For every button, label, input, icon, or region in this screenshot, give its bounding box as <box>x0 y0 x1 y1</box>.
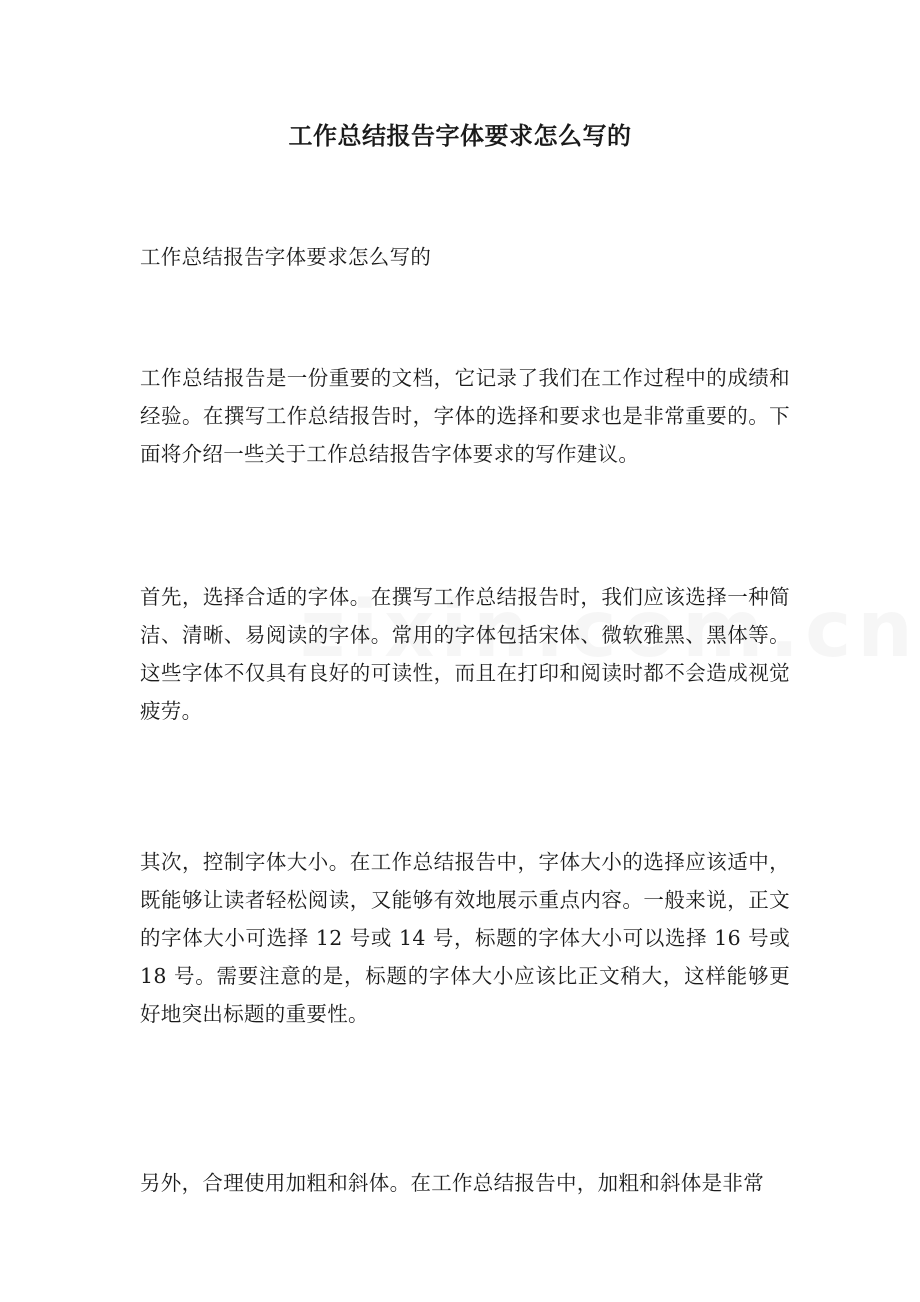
paragraph-font-choice: 首先，选择合适的字体。在撰写工作总结报告时，我们应该选择一种简洁、清晰、易阅读的字体。常用的字体包括宋体、微软雅黑、黑体等。这些字体不仅具有良好的可读性，而且在打印和阅读时都不会造成视觉疲劳。 <box>140 585 790 723</box>
paragraph-intro: 工作总结报告是一份重要的文档，它记录了我们在工作过程中的成绩和经验。在撰写工作总结报告时，字体的选择和要求也是非常重要的。下面将介绍一些关于工作总结报告字体要求的写作建议。 <box>140 366 790 466</box>
document-title: 工作总结报告字体要求怎么写的 <box>288 121 632 150</box>
paragraph-font-size: 其次，控制字体大小。在工作总结报告中，字体大小的选择应该适中，既能够让读者轻松阅读，又能够有效地展示重点内容。一般来说，正文的字体大小可选择 12 号或 14 号，标题的字体大小可以选择 16 号或 18 号。需要注意的是，标题的字体大小应该比正文稍大，这样能够更好地突出标题的重要性。 <box>140 850 790 1026</box>
paragraph-subtitle: 工作总结报告字体要求怎么写的 <box>140 245 432 269</box>
paragraph-bold-italic: 另外，合理使用加粗和斜体。在工作总结报告中，加粗和斜体是非常 <box>140 1171 764 1195</box>
